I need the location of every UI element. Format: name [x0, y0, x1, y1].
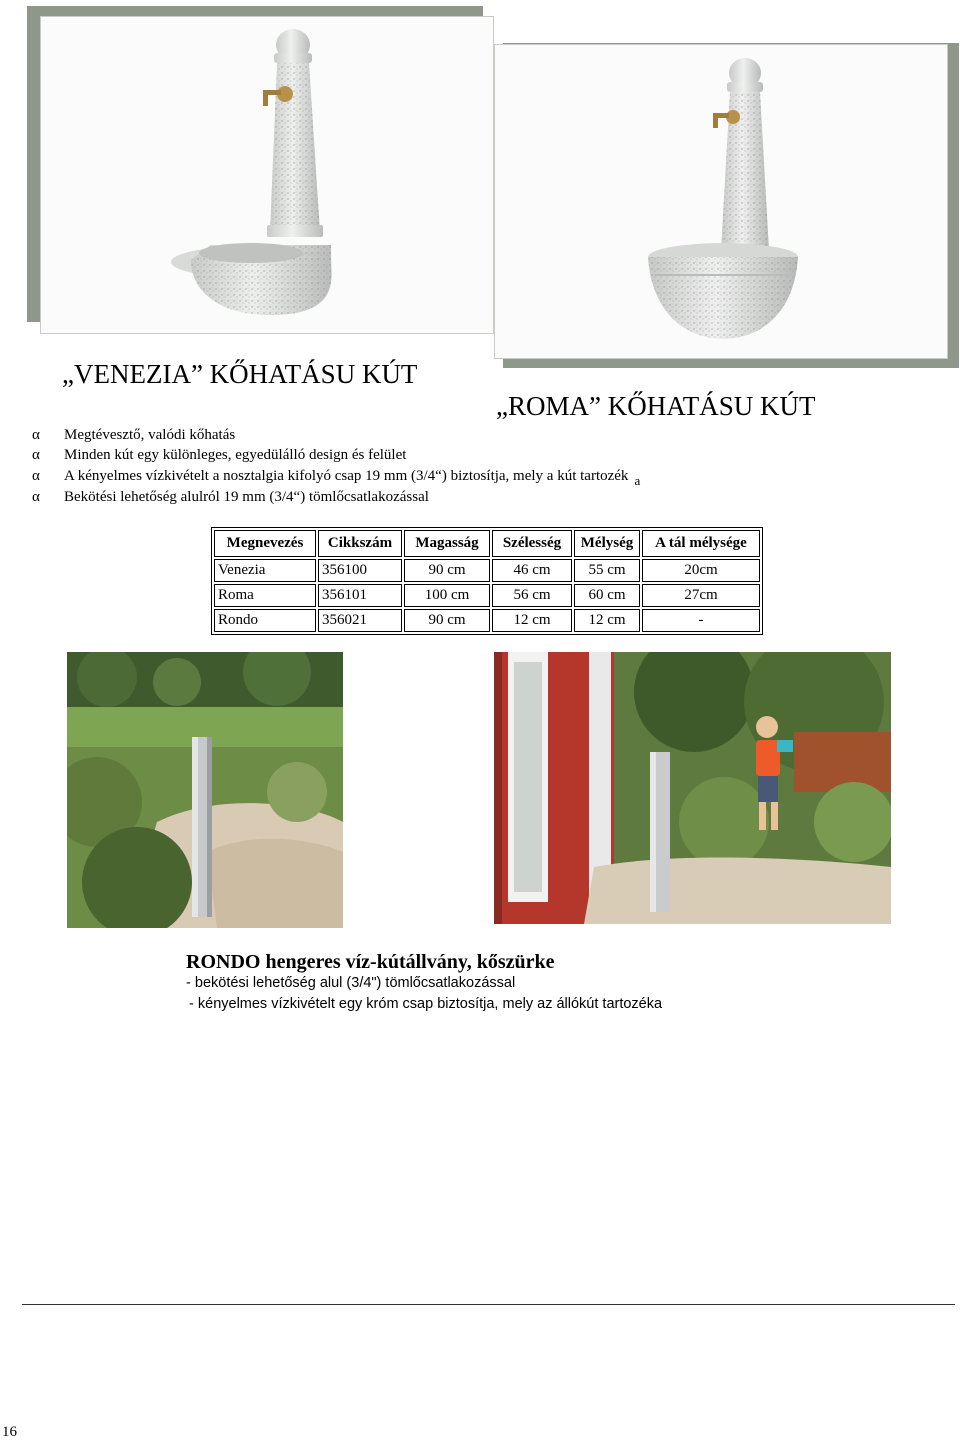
table-row [214, 559, 760, 582]
roma-photo [494, 44, 948, 359]
bullet-text: A kényelmes vízkivételt a nosztalgia kifolyó csap 19 mm (3/4“) biztosítja, mely a kút tartozék [64, 468, 629, 484]
table-cell: Rondo [214, 609, 316, 632]
table-header: Megnevezés [214, 530, 316, 557]
table-cell: Roma [214, 584, 316, 607]
bullet-item [32, 447, 406, 464]
rondo-child-image [494, 652, 891, 924]
table-header: A tál mélysége [642, 530, 760, 557]
table-cell: 356021 [318, 609, 402, 632]
table-cell: 356101 [318, 584, 402, 607]
bullet-symbol: α [32, 447, 40, 463]
venezia-fountain-image [41, 17, 493, 333]
bullet-symbol: α [32, 489, 40, 505]
table-header-row [214, 530, 760, 557]
roma-title: „ROMA” KŐHATÁSU KÚT [496, 391, 816, 421]
table-cell: 60 cm [574, 584, 640, 607]
table-cell: 12 cm [574, 609, 640, 632]
bullet-text: Megtévesztő, valódi kőhatás [64, 427, 236, 443]
table-cell: 27cm [642, 584, 760, 607]
rondo-dash: - [186, 975, 191, 991]
rondo-line-text: bekötési lehetőség alul (3/4") tömlőcsatlakozással [194, 975, 516, 991]
rondo-garden-photo [67, 652, 343, 928]
table-cell: 20cm [642, 559, 760, 582]
table-cell: - [642, 609, 760, 632]
page-number: 16 [2, 1424, 17, 1440]
table-cell: 100 cm [404, 584, 490, 607]
spec-table [211, 527, 763, 635]
table-header: Cikkszám [318, 530, 402, 557]
rondo-child-photo [494, 652, 891, 924]
bullet-text: Minden kút egy különleges, egyedülálló design és felület [64, 447, 407, 463]
table-cell: 90 cm [404, 609, 490, 632]
bullet-symbol: α [32, 427, 40, 443]
venezia-title: „VENEZIA” KŐHATÁSU KÚT [62, 359, 418, 389]
table-cell: Venezia [214, 559, 316, 582]
bullet-text: Bekötési lehetőség alulról 19 mm (3/4“) tömlőcsatlakozással [64, 489, 429, 505]
table-header: Szélesség [492, 530, 572, 557]
footer-divider [22, 1304, 955, 1305]
table-cell: 12 cm [492, 609, 572, 632]
table-row [214, 584, 760, 607]
rondo-feature-line [189, 996, 662, 1012]
rondo-garden-image [67, 652, 343, 928]
bullet-symbol: α [32, 468, 40, 484]
table-row [214, 609, 760, 632]
bullet-item [32, 468, 641, 488]
bullet-item [32, 489, 429, 506]
table-cell: 356100 [318, 559, 402, 582]
venezia-photo [40, 16, 494, 334]
bullet-item [32, 427, 235, 444]
rondo-line-text: kényelmes vízkivételt egy króm csap biztosítja, mely az állókút tartozéka [197, 996, 663, 1012]
roma-fountain-image [495, 45, 947, 358]
table-cell: 46 cm [492, 559, 572, 582]
table-cell: 90 cm [404, 559, 490, 582]
rondo-dash: - [189, 996, 194, 1012]
table-cell: 56 cm [492, 584, 572, 607]
table-cell: 55 cm [574, 559, 640, 582]
table-header: Mélység [574, 530, 640, 557]
table-header: Magasság [404, 530, 490, 557]
rondo-feature-line [186, 975, 515, 991]
bullet-suffix: a [634, 473, 641, 488]
rondo-title: RONDO hengeres víz-kútállvány, kőszürke [186, 951, 555, 973]
